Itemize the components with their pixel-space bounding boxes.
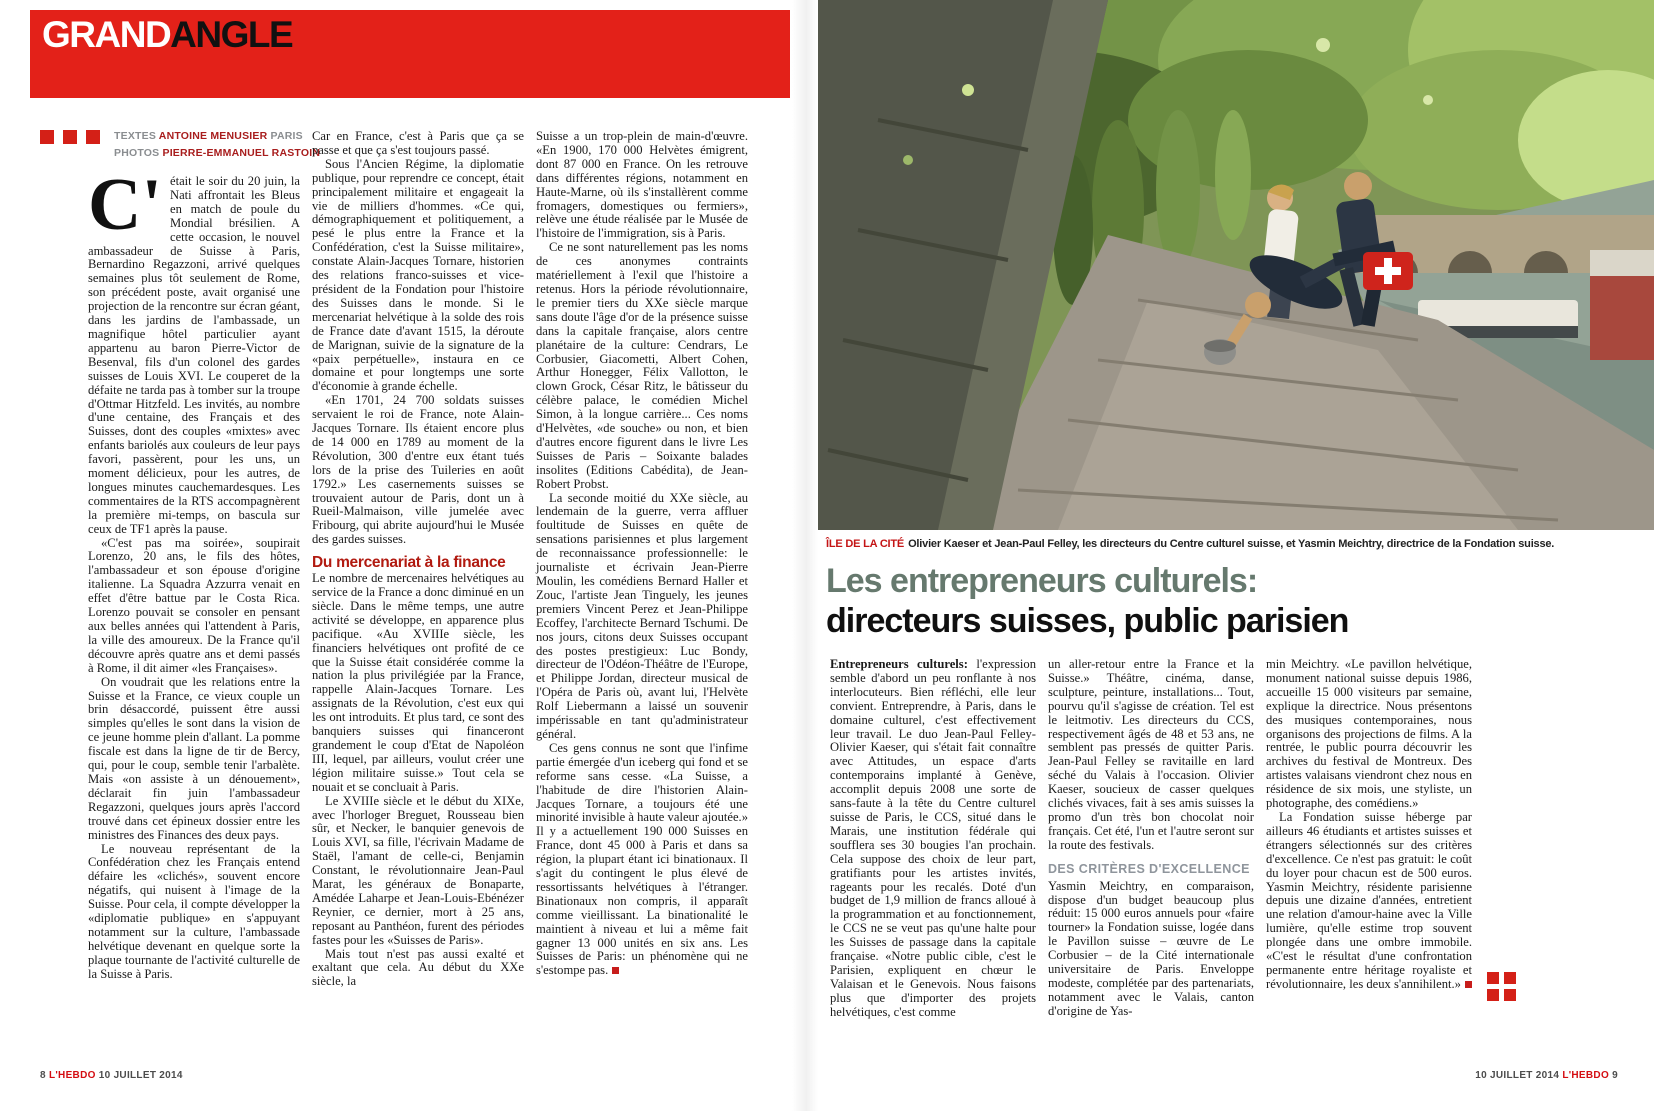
red-square-icon [86, 130, 100, 144]
swiss-cross-icon [1363, 252, 1413, 290]
left-column-1 [88, 164, 300, 982]
caption-label: ÎLE DE LA CITÉ [826, 538, 905, 550]
right-column-3 [1266, 658, 1472, 992]
byline-textes-location: PARIS [270, 130, 303, 142]
paragraph: Ces gens connus ne sont que l'infime partie émergée d'un iceberg qui fond et se reforme sans cesse. «La Suisse, a l'habitude de dire l'historien Alain-Jacques Tornare, a toujours été une minorité invisible à haute valeur ajoutée.» Il y a actuellement 190 000 Suisses en France, dont 45 000 à Paris et dans sa région, la plupart étant ici binationaux. Il s'agit du contingent le plus élevé de ressortissants helvétiques à l'étranger. Binationaux non compris, il apparaît comme vieillissant. La binationalité le maintient à niveau et lui a même fait gagner 13 000 unités en six ans. Les Suisses de Paris: un phénomène qui ne s'estompe pas. [536, 740, 748, 978]
red-square-icon [63, 130, 77, 144]
photo-ile-de-la-cite [818, 0, 1654, 530]
photo-caption [826, 538, 1606, 550]
footer-right [1475, 1070, 1618, 1081]
issue-date: 10 JUILLET 2014 [1475, 1070, 1560, 1081]
column-paragraphs [536, 130, 748, 978]
paragraph: min Meichtry. «Le pavillon helvétique, monument national suisse depuis 1986, accueille 15 000 visiteurs par semaine, explique la directrice. Nous présentons des musiques contemporaines, nous organisons des projections de films. A la rentrée, le public pourra découvrir les archives du festival de Montreux. Des artistes valaisans viendront chez nous en résidence de six mois, une styliste, un photographe, des comédiens.» [1266, 657, 1472, 811]
byline-credits [114, 128, 320, 162]
page-gutter [792, 0, 818, 1111]
byline [40, 128, 320, 162]
paragraph: «C'est pas ma soirée», soupirait Lorenzo, 20 ans, le fils des hôtes, l'ambassadeur et son épouse d'origine italienne. La Squadra Azzurra venait en effet d'être battue par le Costa Rica. Lorenzo pouvait se consoler en pensant aux belles années qui l'attendent à Paris, la ville des amoureux. De la France qu'il découvre après quatre ans et demi passés à Rome, il dit aimer «les Françaises». [88, 535, 300, 675]
byline-photos [114, 145, 320, 162]
headline-line2: directeurs suisses, public parisien [826, 602, 1349, 640]
article-headline [826, 561, 1348, 641]
page-number: 8 [40, 1070, 46, 1081]
paragraph: «En 1701, 24 700 soldats suisses servaient le roi de France, note Alain-Jacques Tornare. Ils étaient encore plus de 14 000 en 1789 au moment de la Révolution, 300 d'entre eux étant tués lors de la prise des Tuileries en août 1792.» Les casernements suisses se trouvaient autour de Paris, dont un à Rueil-Malmaison, ville jumelée avec Fribourg, qui abrite aujourd'hui le Musée des gardes suisses. [312, 393, 524, 547]
column-paragraphs [312, 572, 524, 989]
paragraph: Le nouveau représentant de la Confédération chez les Français entend défaire les «clichés», souvent encore négatifs, qui nuisent à l'image de la Suisse. Pour cela, il compte développer la «diplomatie publique» en s'appuyant notamment sur la culture, l'ambassade helvétique devenant en quelque sorte la plaque tournante de l'activité culturelle de la Suisse à Paris. [88, 841, 300, 981]
paragraph: Entrepreneurs culturels: l'expression semble d'abord un peu ronflante à nos interlocuteurs. Bien réfléchi, elle leur convient. Entreprendre, à Paris, dans le domaine culturel, c'est effectivement leur travail. Le duo Jean-Paul Felley-Olivier Kaeser, qui s'était fait connaître avec Attitudes, un espace d'arts contemporains implanté à Genève, accomplit depuis 2008 une sorte de sans-faute à la tête du Centre culturel suisse de Paris, le CCS, situé dans le Marais, une institution fédérale qui soufflera ses 30 bougies l'an prochain. Cela suppose des choix de leur part, gratifiants pour les artistes invités, rageants pour les recalés. Doté d'un budget de 1,9 million de francs alloué à la programmation et au fonctionnement, le CCS ne se veut pas qu'une halte pour les Suisses de passage dans la capitale française. «Notre public cible, c'est le Parisien, expliquent en chœur le Valaisan et le Genevois. Nous faisons plus que d'importer des projets helvétiques, c'est comme [830, 657, 1036, 1019]
caption-text: Olivier Kaeser et Jean-Paul Felley, les directeurs du Centre culturel suisse, et Yasmin Meichtry, directrice de la Fondation suisse. [908, 538, 1555, 550]
right-column-2 [1048, 658, 1254, 1019]
subhead-mercenariat: Du mercenariat à la finance [312, 554, 506, 572]
page-number: 9 [1612, 1070, 1618, 1081]
issue-date: 10 JUILLET 2014 [98, 1070, 183, 1081]
column-paragraphs [1048, 880, 1254, 1019]
drop-cap: C' [88, 164, 162, 246]
end-of-section-squares-icon [1487, 972, 1516, 1001]
section-kicker-bar [30, 10, 790, 98]
byline-photos-name: PIERRE-EMMANUEL RASTOIN [162, 147, 321, 159]
column-paragraphs [830, 658, 1036, 1020]
byline-textes [114, 128, 320, 145]
byline-squares-icon [40, 130, 100, 144]
red-square-icon [1487, 972, 1499, 984]
section-title-part2: ANGLE [170, 14, 293, 55]
red-square-icon [1487, 989, 1499, 1001]
left-column-2 [312, 130, 524, 989]
byline-photos-label: PHOTOS [114, 147, 160, 159]
paragraph: On voudrait que les relations entre la Suisse et la France, ce vieux couple un brin désaccordé, puissent être aussi simples qu'elles le sont dans la vision de ce jeune homme plein d'allant. La pomme fiscale est dans la ligne de tir de Bercy, qui, pour le coup, semble tenir l'arbalète. Mais «on assiste à un dénouement», déclarait fin juin l'ambassadeur Regazzoni, quelques jours après l'accord trouvé dans cet épineux dossier entre les ministres des Finances des deux pays. [88, 674, 300, 842]
photo-illustration [818, 0, 1654, 530]
section-title-part1: GRAND [42, 14, 171, 55]
paragraph: La seconde moitié du XXe siècle, au lendemain de la guerre, verra affluer foultitude de Suisses en quête de sensations parisiennes et plus largement de reconnaissance professionnelle: le journaliste et écrivain Jean-Pierre Moulin, les comédiens Bernard Haller et Zouc, l'artiste Jean Tinguely, les jeunes premiers Vincent Perez et Jean-Philippe Ecoffey, l'architecte Bernard Tschumi. De nos jours, citons deux Suisses occupant des postes prestigieux: Luc Bondy, directeur de l'Odéon-Théâtre de l'Europe, et Philippe Jordan, directeur musical de l'Opéra de Paris où, avant lui, l'Helvète Rolf Liebermann a laissé un souvenir impérissable en tant qu'administrateur général. [536, 490, 748, 741]
paragraph: Ce ne sont naturellement pas les noms de ces anonymes contraints matériellement à l'exil que l'histoire a retenus. Hors la période révolutionnaire, le premier tiers du XXe siècle marque sans doute l'âge d'or de la présence suisse dans la capitale française, alors centre planétaire de la culture: Cendrars, Le Corbusier, Giacometti, Albert Cohen, Arthur Honegger, Félix Vallotton, le clown Grock, César Ritz, le bâtisseur du célèbre palace, le comédien Michel Simon, à la longue carrière... Ces noms d'Helvètes, «de souche» ou non, et bien d'autres encore figurent dans le livre Les Suisses de Paris – Soixante balades insolites (Editions Cabédita), de Jean-Robert Probst. [536, 240, 748, 491]
paragraph: était le soir du 20 juin, la Nati affrontait les Bleus en match de poule du Mondial brésilien. A cette occasion, le nouvel ambassadeur de Suisse à Paris, Bernardino Regazzoni, arrivé quelques semaines plus tôt seulement de Rome, son précédent poste, avait organisé une projection de la rencontre sur écran géant, dans les jardins de l'ambassade, un magnifique hôtel particulier ayant appartenu au baron Pierre-Victor de Besenval, fils d'un colonel des gardes suisses de Louis XVI. Le couperet de la défaite ne tarda pas à tomber sur la troupe d'Ottmar Hitzfeld. Les invités, au nombre d'une centaine, des Français et des Suisses, dont des couples «mixtes» avec enfants bariolés aux couleurs de leur pays favori, passèrent, pour les uns, un moment délicieux, pour les autres, de longues minutes cauchemardesques. Les commentaires de la RTS accompagnèrent la première mi-temps, on bascula sur ceux de TF1 après la pause. [88, 174, 300, 536]
paragraph: Sous l'Ancien Régime, la diplomatie publique, pour reprendre ce concept, était principalement militaire et engageait la vie de milliers d'hommes. «Ce qui, démographiquement et politiquement, a pesé le plus entre la France et la Confédération, c'est la Suisse militaire», constate Alain-Jacques Tornare, historien des relations franco-suisses et vice-président de la Fondation pour l'histoire des Suisses dans le monde. Si le mercenariat helvétique à la solde des rois de France date d'avant 1515, la déroute de Marignan, suivie de la signature de la «paix perpétuelle», instaura en ce domaine et pour longtemps une sorte d'économie à grande échelle. [312, 156, 524, 394]
left-column-3 [536, 130, 748, 978]
paragraph: un aller-retour entre la France et la Suisse.» Théâtre, cinéma, danse, sculpture, peinture, installations... Tout, pourvu qu'il s'agisse de création. Tel est le leitmotiv. Les directeurs du CCS, respectivement âgés de 48 et 53 ans, ne semblent pas pressés de quitter Paris. Jean-Paul Felley se ravitaille en lard séché du Valais à l'occasion. Olivier Kaeser, soucieux de casser quelques clichés vivaces, fait à ses amis suisses la promo d'un très bon chocolat noir français. Cet été, l'un et l'autre seront sur la route des festivals. [1048, 657, 1254, 852]
brand-name: L'HEBDO [1562, 1070, 1610, 1081]
column-paragraphs [1048, 658, 1254, 853]
headline-line1: Les entrepreneurs culturels: [826, 562, 1258, 600]
paragraph-lead: Entrepreneurs culturels: [830, 657, 968, 671]
brand-name: L'HEBDO [48, 1070, 96, 1081]
paragraph: Suisse a un trop-plein de main-d'œuvre. «En 1900, 170 000 Helvètes émigrent, dont 87 000 en France. On les retrouve dans différentes régions, notamment en Haute-Marne, où ils s'installèrent comme fromagers, domestiques ou fermiers», relève une étude réalisée par le Musée de l'histoire de l'immigration, sis à Paris. [536, 129, 748, 241]
subhead-criteres-excellence: DES CRITÈRES D'EXCELLENCE [1048, 861, 1250, 876]
paragraph: Car en France, c'est à Paris que ça se passe et que ça s'est toujours passé. [312, 129, 524, 157]
byline-textes-name: ANTOINE MENUSIER [158, 130, 268, 142]
section-title [42, 16, 292, 53]
paragraph: Mais tout n'est pas aussi exalté et exaltant que cela. Au début du XXe siècle, la [312, 946, 524, 989]
paragraph: Le nombre de mercenaires helvétiques au service de la France a donc diminué en un siècle. Dans le même temps, une autre activité se développe, en apparence plus pacifique. «Au XVIIIe siècle, les financiers helvétiques ont profité de ce que la Suisse était considérée comme la nation la plus privilégiée par la France, rappelle Alain-Jacques Tornare. Les assignats de la Révolution, c'est eux qui les ont introduits. Et plus tard, ce sont des banquiers suisses qui financeront grandement le coup d'Etat de Napoléon III, lequel, par ailleurs, voulut créer une légion militaire suisse.» Tout cela se nouait et se concluait à Paris. [312, 571, 524, 794]
column-paragraphs [1266, 658, 1472, 992]
byline-textes-label: TEXTES [114, 130, 157, 142]
paragraph: Le XVIIIe siècle et le début du XIXe, avec l'horloger Breguet, Rousseau bien sûr, et Necker, le banquier genevois de Louis XVI, sa fille, l'écrivain Madame de Staël, l'amant de celle-ci, Benjamin Constant, le révolutionnaire Jean-Paul Marat, les généraux de Bonaparte, Amédée Laharpe et Jean-Louis-Ebénézer Reynier, ce dernier, mort à 25 ans, reposant au Panthéon, furent des périodes fastes pour les «Suisses de Paris». [312, 793, 524, 947]
red-square-icon [1504, 989, 1516, 1001]
red-square-icon [40, 130, 54, 144]
column-paragraphs [312, 130, 524, 547]
column-paragraphs [88, 164, 300, 982]
paragraph: La Fondation suisse héberge par ailleurs 46 étudiants et artistes suisses et étrangers sélectionnés sur des critères d'excellence. Ce n'est pas gratuit: le coût du loyer pour chacun est de 500 euros. Yasmin Meichtry, résidente parisienne depuis une dizaine d'années, entretient une relation d'amour-haine avec la Ville lumière, qu'elle estime trop souvent plongée dans une ombre immobile. «C'est le résultat d'une confrontation permanente entre héritage royaliste et révolutionnaire, les deux s'annihilent.» [1266, 809, 1472, 991]
right-column-1 [830, 658, 1036, 1020]
red-square-icon [1504, 972, 1516, 984]
footer-left [40, 1070, 183, 1081]
paragraph: Yasmin Meichtry, en comparaison, dispose d'un budget beaucoup plus réduit: 15 000 euros annuels pour «faire tourner» la Fondation suisse, logée dans le Pavillon suisse – œuvre de Le Corbusier – de la Cité internationale universitaire de Paris. Enveloppe modeste, complétée par des partenariats, notamment avec le Valais, canton d'origine de Yas- [1048, 878, 1254, 1018]
